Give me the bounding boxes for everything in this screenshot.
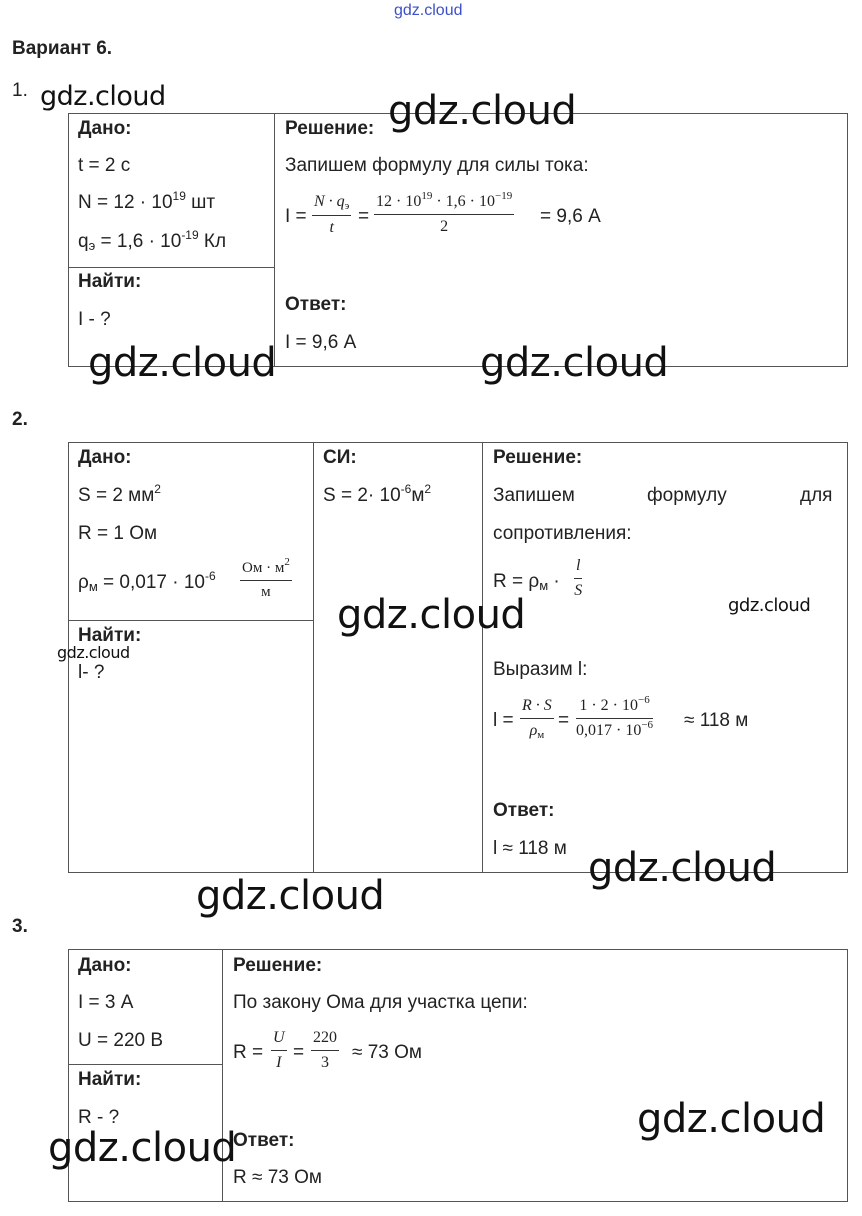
task2-l-lhs: l =: [493, 710, 514, 731]
task2-given-R: R = 1 Ом: [78, 523, 158, 544]
task2-l-result: ≈ 118 м: [684, 710, 749, 731]
task3-result: ≈ 73 Ом: [352, 1042, 422, 1063]
task2-sol-line2: сопротивления:: [493, 523, 632, 544]
task2-l-fraction-numeric: $1 \cdot 2 \cdot 10^{-6}$ $0,017 \cdot 10^{-6}$: [576, 694, 654, 739]
task3-find-header: Найти:: [78, 1069, 142, 1090]
task2-sol-word2: формулу: [647, 485, 727, 506]
task3-fraction-numeric: 220 3: [313, 1029, 337, 1071]
task1-given-t: t = 2 с: [78, 155, 131, 176]
variant-title: Вариант 6.: [12, 38, 113, 59]
task1-answer: I = 9,6 А: [285, 332, 357, 353]
task3-R-lhs: R =: [233, 1042, 264, 1063]
task3-given-I: I = 3 А: [78, 992, 134, 1013]
task2-si-S: $S = 2\cdot 10^{-6}м^2$: [323, 482, 432, 506]
task2-find: l- ?: [78, 662, 105, 683]
task2-R-fraction: l S: [574, 557, 583, 599]
task2-l-eq: =: [558, 710, 570, 731]
task1-number: 1.: [12, 80, 28, 101]
task1-given-header: Дано:: [78, 118, 132, 139]
task2-answer: l ≈ 118 м: [493, 838, 567, 859]
task2-si-header: СИ:: [323, 447, 357, 468]
task1-given-N: $N = 12 \cdot 10^{19}$ шт: [78, 189, 216, 213]
watermark-text: gdz.cloud: [57, 643, 130, 662]
watermark-text: gdz.cloud: [728, 595, 811, 616]
watermark-text: gdz.cloud: [48, 1125, 237, 1171]
task2-rho-unit: Ом · $м^2$ м: [242, 556, 290, 600]
task3-solution-text: По закону Ома для участка цепи:: [233, 992, 528, 1013]
task3-solution-header: Решение:: [233, 955, 323, 976]
task2-given-S: S = 2 $мм^2$: [78, 482, 161, 506]
watermark-text: gdz.cloud: [40, 81, 166, 112]
task1-result: = 9,6 А: [540, 206, 601, 227]
task3-number: 3.: [12, 916, 28, 937]
watermark-text: gdz.cloud: [88, 340, 277, 386]
task1-given-q: $q_э = 1,6 \cdot 10^{-19}$ Кл: [78, 228, 227, 253]
watermark-text: gdz.cloud: [588, 845, 777, 891]
task2-answer-header: Ответ:: [493, 800, 555, 821]
task1-eq: =: [358, 206, 370, 227]
task3-given-header: Дано:: [78, 955, 132, 976]
task1-find: I - ?: [78, 309, 111, 330]
task1-find-header: Найти:: [78, 271, 142, 292]
task1-answer-header: Ответ:: [285, 294, 347, 315]
watermark-text: gdz.cloud: [388, 88, 577, 134]
watermark-text: gdz.cloud: [637, 1096, 826, 1142]
task1-fraction-numeric: $12 \cdot 10^{19} \cdot 1,6 \cdot 10^{-19}$ 2: [376, 190, 513, 235]
task1-formula-lhs: I =: [285, 206, 307, 227]
task2-solution-header: Решение:: [493, 447, 583, 468]
task3-given-U: U = 220 В: [78, 1030, 164, 1051]
task2-find-header: Найти:: [78, 625, 142, 646]
task2-express: Выразим l:: [493, 659, 588, 680]
task2-sol-word1: Запишем: [493, 485, 575, 506]
task2-given-header: Дано:: [78, 447, 132, 468]
watermark-text: gdz.cloud: [196, 873, 385, 919]
task2-l-fraction-symbolic: R · S $\rho_м$: [522, 697, 552, 741]
task3-eq: =: [293, 1042, 305, 1063]
task3-fraction-symbolic: U I: [273, 1029, 285, 1071]
task1-solution-text: Запишем формулу для силы тока:: [285, 155, 589, 176]
task2-number: 2.: [12, 409, 28, 430]
task2-R-formula: $R = \rho_м$ ·: [493, 571, 560, 593]
top-watermark: gdz.cloud: [394, 2, 463, 19]
task1-solution-header: Решение:: [285, 118, 375, 139]
watermark-text: gdz.cloud: [337, 592, 526, 638]
task2-sol-word3: для: [800, 485, 833, 506]
task1-fraction-symbolic: $N \cdot q_э$ t: [314, 193, 350, 236]
task3-find: R - ?: [78, 1107, 120, 1128]
task3-answer: R ≈ 73 Ом: [233, 1167, 322, 1188]
task3-answer-header: Ответ:: [233, 1130, 295, 1151]
task2-given-rho: $\rho_м = 0,017 \cdot 10^{-6}$: [78, 569, 216, 594]
watermark-text: gdz.cloud: [480, 340, 669, 386]
